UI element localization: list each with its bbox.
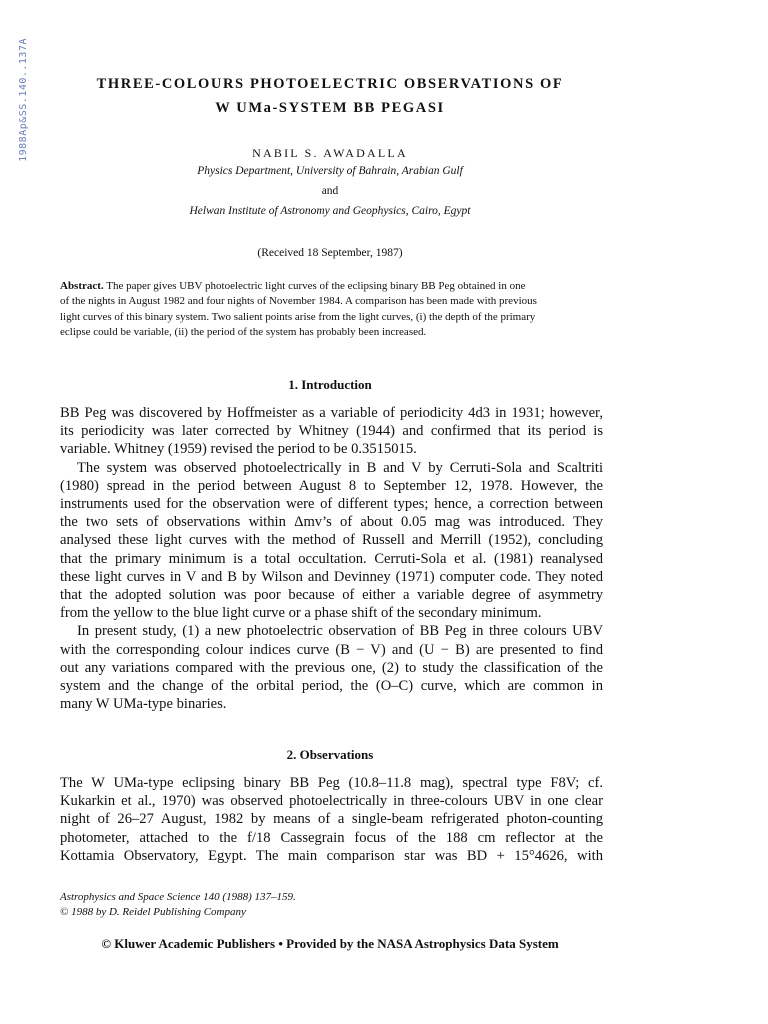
intro-line: system and the change of the orbital period, the (O–C) curve, which are common in xyxy=(60,678,603,695)
title-line-1: THREE-COLOURS PHOTOELECTRIC OBSERVATIONS OF xyxy=(96,76,564,92)
obs-line: Kottamia Observatory, Egypt. The main comparison star was BD + 15°4626, with xyxy=(60,847,603,864)
abstract-line-2: of the nights in August 1982 and four nights of November 1984. A comparison has been made with previous xyxy=(60,295,537,308)
intro-line: analysed these light curves with the method of Russell and Merrill (1952), concluding xyxy=(60,532,603,549)
intro-line: BB Peg was discovered by Hoffmeister as a variable of periodicity 4d3 in 1931; however, xyxy=(60,405,603,421)
intro-line: variable. Whitney (1959) revised the period to be 0.3515015. xyxy=(60,441,417,458)
paper-title xyxy=(60,72,600,120)
obs-line: photometer, attached to the f/18 Cassegrain focus of the 188 cm reflector at the xyxy=(60,829,603,846)
intro-line: The system was observed photoelectrically in B and V by Cerruti-Sola and Scaltriti xyxy=(77,459,603,476)
intro-line: its periodicity was later corrected by Whitney (1944) and confirmed that its period is xyxy=(60,423,603,440)
affiliation-1: Physics Department, University of Bahrain, Arabian Gulf xyxy=(197,165,463,177)
introduction-body xyxy=(60,404,603,713)
obs-line: The W UMa-type eclipsing binary BB Peg (10.8–11.8 mag), spectral type F8V; cf. xyxy=(60,775,603,791)
abstract-line-3: light curves of this binary system. Two salient points arise from the light curves, (i) the depth of the primary xyxy=(60,310,536,323)
abstract-label: Abstract. xyxy=(60,280,104,292)
intro-line: instruments used for the observation were of different types; hence, a correction between xyxy=(60,496,603,513)
author-name: NABIL S. AWADALLA xyxy=(252,146,408,160)
affiliation-and: and xyxy=(321,185,339,197)
intro-line: In present study, (1) a new photoelectric observation of BB Peg in three colours UBV xyxy=(77,623,603,640)
bibcode-margin-label: 1988Ap&SS.140..137A xyxy=(18,38,29,162)
intro-line: that the adopted solution was poor because of either a variable degree of asymmetry xyxy=(60,587,603,604)
copyright-line: © 1988 by D. Reidel Publishing Company xyxy=(60,906,246,918)
obs-line: night of 26–27 August, 1982 by means of a single-beam refrigerated photon-counting xyxy=(60,811,603,828)
observations-body xyxy=(60,774,603,865)
abstract-line-4: eclipse could be variable, (ii) the period of the system has probably been increased. xyxy=(60,326,427,339)
intro-line: out any variations compared with the previous one, (2) to study the classification of the xyxy=(60,659,603,676)
received-date: (Received 18 September, 1987) xyxy=(257,247,403,259)
journal-citation xyxy=(60,890,296,920)
intro-line: many W UMa-type binaries. xyxy=(60,696,227,713)
affiliation-2: Helwan Institute of Astronomy and Geophysics, Cairo, Egypt xyxy=(189,205,471,217)
abstract-line-1: Abstract. The paper gives UBV photoelectric light curves of the eclipsing binary BB Peg obtained in one xyxy=(60,280,526,292)
obs-line: Kukarkin et al., 1970) was observed photoelectrically in three-colours UBV in one clear xyxy=(60,793,603,810)
journal-line: Astrophysics and Space Science 140 (1988) 137–159. xyxy=(60,891,296,903)
intro-line: from the yellow to the blue light curve or a phase shift of the secondary minimum. xyxy=(60,605,542,622)
abstract xyxy=(60,279,603,341)
intro-line: with the corresponding colour indices curve (B − V) and (U − B) are presented to find xyxy=(60,641,603,658)
section-heading-observations: 2. Observations xyxy=(286,747,374,762)
intro-line: these light curves in V and B by Wilson and Devinney (1971) computer code. They noted xyxy=(60,568,603,585)
publisher-footer: © Kluwer Academic Publishers • Provided by the NASA Astrophysics Data System xyxy=(101,936,559,951)
intro-line: the two sets of observations within Δmv’s of about 0.05 mag was introduced. They xyxy=(60,514,603,531)
intro-line: (1980) spread in the period between August 8 to September 12, 1978. However, the xyxy=(60,477,603,494)
intro-line: that the primary minimum is a total occultation. Cerruti-Sola et al. (1981) reanalysed xyxy=(60,550,603,567)
title-line-2: W UMa-SYSTEM BB PEGASI xyxy=(215,100,445,116)
section-heading-introduction: 1. Introduction xyxy=(288,377,372,392)
